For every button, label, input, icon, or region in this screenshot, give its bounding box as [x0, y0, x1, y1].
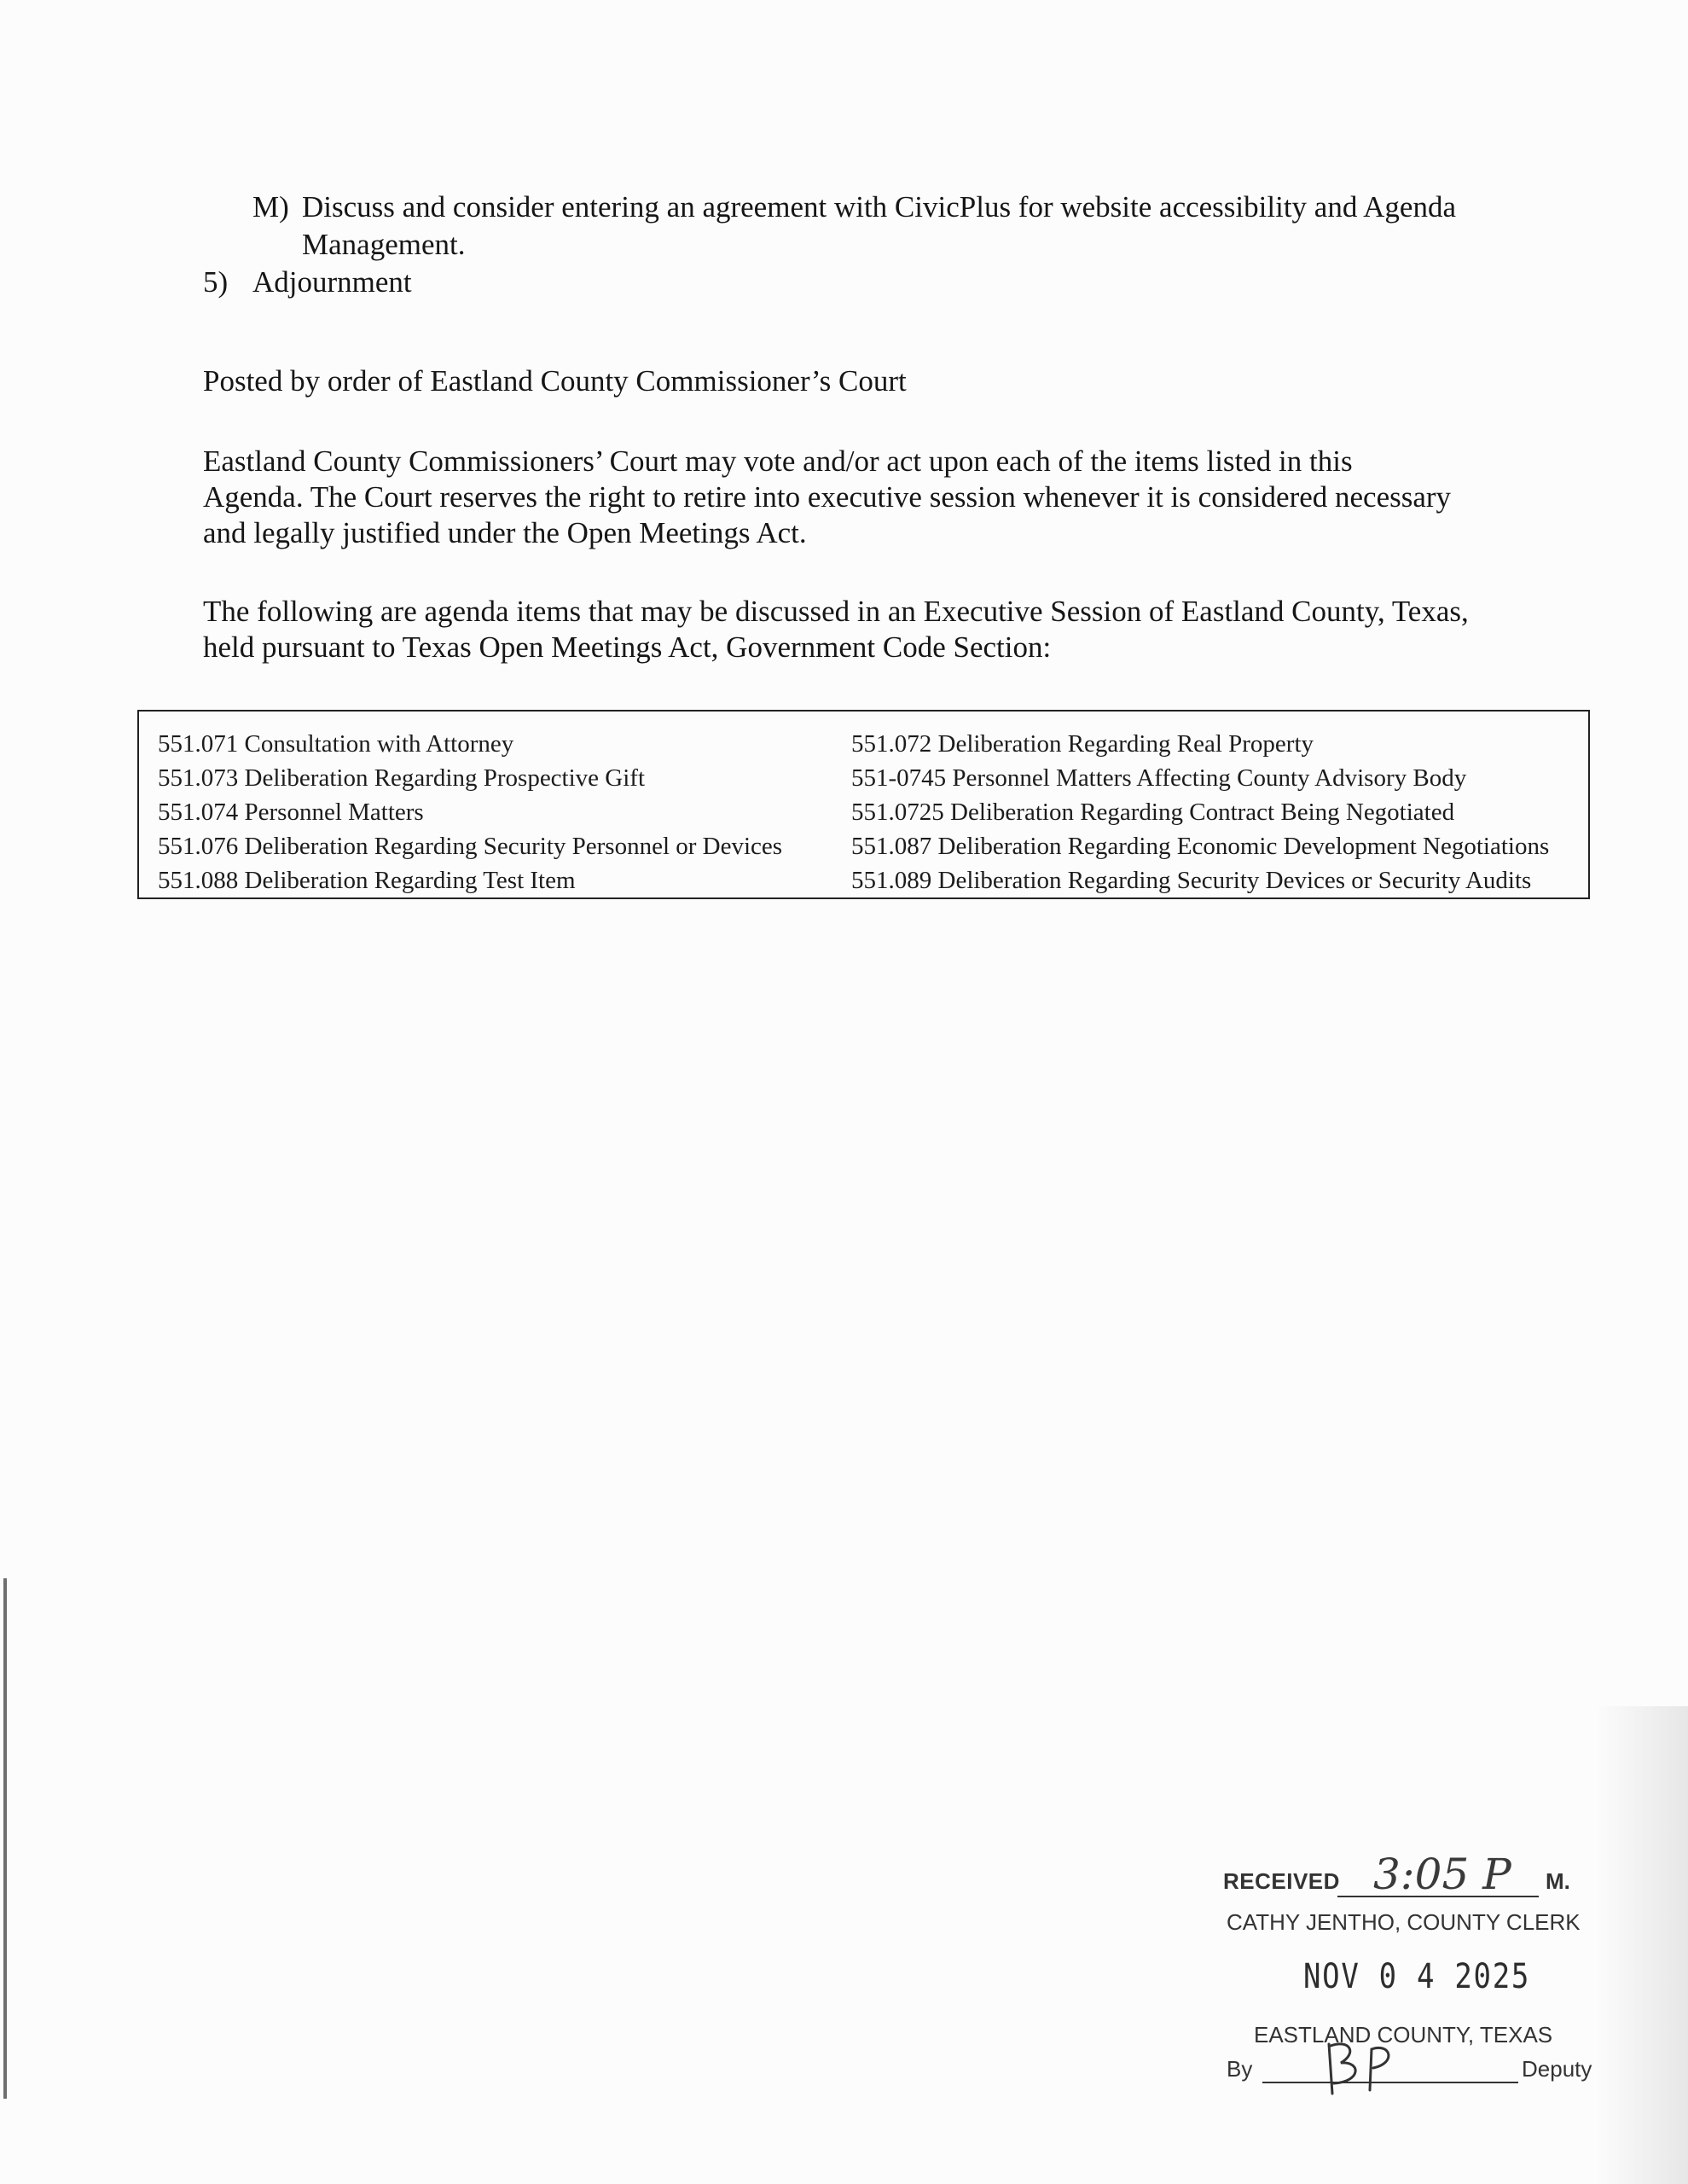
executive-section-item: 551.089 Deliberation Regarding Security Devices or Security Audits [851, 867, 1532, 894]
executive-intro-line: The following are agenda items that may be discussed in an Executive Session of Eastland County, Texas, [203, 595, 1469, 628]
posted-by-line: Posted by order of Eastland County Commissioner’s Court [203, 364, 907, 398]
received-m-label: M. [1546, 1868, 1570, 1894]
executive-sections-right-column [851, 727, 1549, 897]
executive-section-item: 551.072 Deliberation Regarding Real Property [851, 730, 1314, 758]
executive-section-item: 551.074 Personnel Matters [158, 799, 424, 826]
executive-session-intro [203, 594, 1469, 665]
agenda-item-m [252, 189, 1456, 225]
received-date: NOV 0 4 2025 [1303, 1957, 1531, 1996]
executive-section-item: 551.0725 Deliberation Regarding Contract Being Negotiated [851, 799, 1455, 826]
posted-by-notice [203, 363, 907, 399]
vote-notice-line: and legally justified under the Open Meetings Act. [203, 516, 807, 549]
received-stamp [1218, 1843, 1593, 2099]
executive-session-table [137, 710, 1590, 899]
executive-section-item: 551.073 Deliberation Regarding Prospective Gift [158, 764, 646, 792]
vote-notice-line: Eastland County Commissioners’ Court may vote and/or act upon each of the items listed in this [203, 444, 1353, 478]
agenda-item-label: 5) [203, 265, 229, 299]
agenda-item-text: Discuss and consider entering an agreement with CivicPlus for website accessibility and Agenda [302, 190, 1456, 224]
received-label: RECEIVED [1223, 1868, 1340, 1894]
vote-notice-line: Agenda. The Court reserves the right to retire into executive session whenever it is considered necessary [203, 480, 1452, 514]
executive-section-item: 551.076 Deliberation Regarding Security Personnel or Devices [158, 833, 783, 860]
executive-section-item: 551-0745 Personnel Matters Affecting County Advisory Body [851, 764, 1467, 792]
received-time-handwritten: 3:05 P [1373, 1850, 1511, 1899]
agenda-item-label: M) [252, 190, 289, 224]
executive-section-item: 551.071 Consultation with Attorney [158, 730, 514, 758]
executive-section-item: 551.088 Deliberation Regarding Test Item [158, 867, 576, 894]
scan-shadow [1595, 1706, 1688, 2184]
agenda-item-m-continued [302, 227, 465, 263]
deputy-initials-signature [1320, 2037, 1414, 2097]
vote-notice [203, 444, 1451, 551]
executive-intro-line: held pursuant to Texas Open Meetings Act, Government Code Section: [203, 630, 1052, 664]
agenda-item-text: Adjournment [252, 265, 412, 299]
by-label: By [1227, 2056, 1253, 2082]
deputy-label: Deputy [1522, 2056, 1592, 2082]
stamp-county: EASTLAND COUNTY, TEXAS [1254, 2022, 1553, 2048]
executive-section-item: 551.087 Deliberation Regarding Economic Development Negotiations [851, 833, 1550, 860]
executive-sections-left-column [158, 727, 782, 897]
agenda-item-text: Management. [302, 228, 466, 261]
county-clerk-name: CATHY JENTHO, COUNTY CLERK [1227, 1909, 1581, 1935]
agenda-item-5 [203, 264, 412, 300]
scan-edge-mark [3, 1578, 7, 2099]
